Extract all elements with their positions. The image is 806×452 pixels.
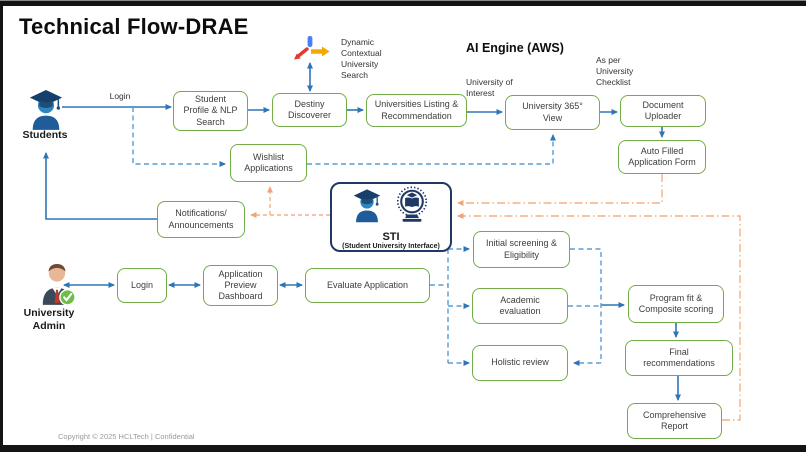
login-edge-label: Login: [109, 91, 131, 101]
node-student-profile: Student Profile & NLP Search: [173, 91, 248, 131]
slide-canvas: [3, 6, 806, 445]
ai-engine-heading: AI Engine (AWS): [466, 41, 564, 55]
node-sti-hub: [330, 182, 452, 252]
node-program-fit: Program fit & Composite scoring: [628, 285, 724, 323]
page-title: Technical Flow-DRAE: [19, 14, 249, 39]
node-university-365-view: University 365° View: [505, 95, 600, 130]
dynamic-search-icon: [290, 36, 330, 67]
node-app-preview-dashboard: Application Preview Dashboard: [203, 265, 278, 306]
node-final-recommendations: Final recommendations: [625, 340, 733, 376]
node-auto-filled-form: Auto Filled Application Form: [618, 140, 706, 174]
node-holistic-review: Holistic review: [472, 345, 568, 381]
node-notifications: Notifications/ Announcements: [157, 201, 245, 238]
sti-title: STI: [382, 231, 400, 243]
copyright-footer: Copyright © 2025 HCLTech | Confidential: [58, 432, 195, 441]
students-label: Students: [22, 129, 68, 141]
node-universities-listing: Universities Listing & Recommendation: [366, 94, 467, 127]
node-document-uploader: Document Uploader: [620, 95, 706, 127]
node-initial-screening: Initial screening & Eligibility: [473, 231, 570, 268]
university-admin-label: University Admin: [23, 307, 75, 332]
node-destiny-discoverer: Destiny Discoverer: [272, 93, 347, 127]
sti-student-icon: [351, 187, 383, 228]
university-of-interest-label: University of Interest: [466, 77, 513, 99]
sti-subtitle: (Student University Interface): [342, 243, 440, 250]
node-admin-login: Login: [117, 268, 167, 303]
university-admin-icon: [38, 261, 76, 312]
node-evaluate-application: Evaluate Application: [305, 268, 430, 303]
as-per-checklist-label: As per University Checklist: [596, 55, 634, 88]
node-wishlist-applications: Wishlist Applications: [230, 144, 307, 182]
dynamic-search-label: Dynamic Contextual University Search: [341, 37, 382, 81]
node-comprehensive-report: Comprehensive Report: [627, 403, 722, 439]
node-academic-evaluation: Academic evaluation: [472, 288, 568, 324]
sti-university-emblem-icon: [393, 186, 431, 229]
